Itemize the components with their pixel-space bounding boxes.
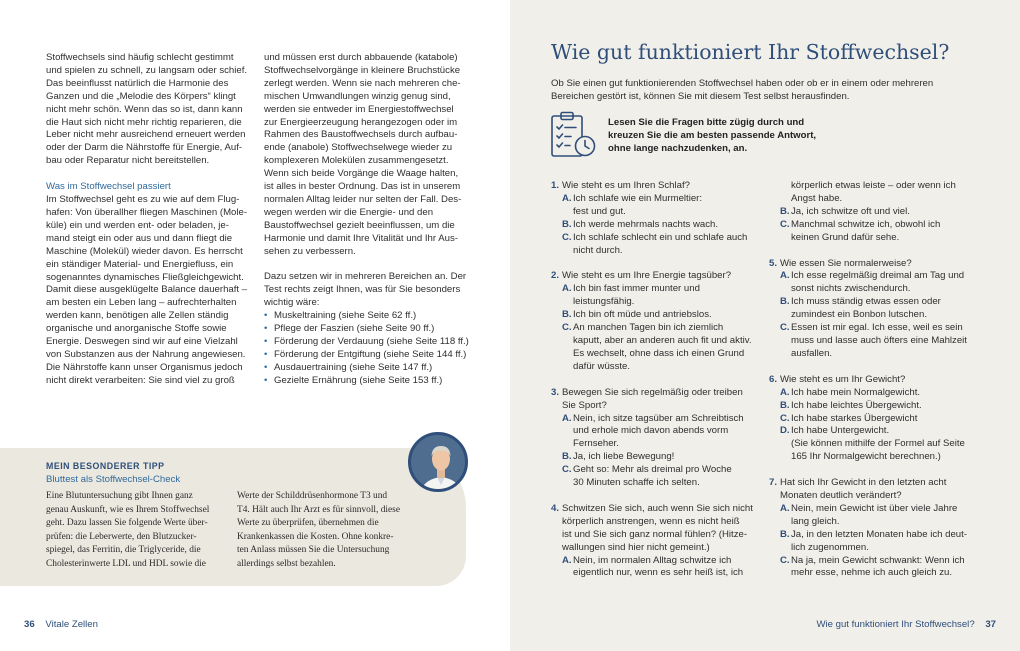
text-line: Ich schlafe wie ein Murmeltier: (573, 192, 703, 204)
running-footer: Wie gut funktioniert Ihr Stoffwechsel? (816, 619, 975, 630)
answer-text (791, 296, 941, 322)
tip-subtitle: Bluttest als Stoffwechsel-Check (46, 474, 181, 485)
text-line: ein ständiger Material- und Energiefluss, ein (46, 258, 234, 270)
question-text (562, 270, 731, 283)
answer-letter: C. (780, 554, 790, 566)
question (551, 387, 761, 413)
text-line: zerlegt werden. Wenn sie nach mehreren che- (264, 77, 461, 89)
bullet-item: • Pflege der Faszien (siehe Seite 90 ff.) (264, 323, 474, 336)
text-line: ende (anabole) Stoffwechselwege wieder zu (264, 142, 453, 154)
bullet-item: • Förderung der Verdauung (siehe Seite 118 ff.) (264, 336, 474, 349)
text-line: Damit diese ausgeklügelte Balance dauerhaft – (46, 284, 248, 296)
question-column-1 (551, 180, 761, 580)
text-line: von Substanzen aus der Nahrung angewiesen. (46, 348, 246, 360)
text-line: Ja, in den letzten Monaten habe ich deut- (791, 528, 968, 540)
text-line: keinen Grund dafür sehe. (791, 231, 900, 243)
text-line: Test rechts zeigt Ihnen, was für Sie besonders (264, 284, 461, 296)
text-line: Ich bin fast immer munter und (573, 283, 700, 295)
question (551, 270, 761, 283)
answer-text (791, 400, 922, 413)
tip-text-column-1 (46, 490, 234, 571)
page-number: 36 (24, 619, 35, 630)
text-line: T4. Hält auch Ihr Arzt es für sinnvoll, diese (237, 504, 400, 515)
bullet-item: • Ausdauertraining (siehe Seite 147 ff.) (264, 362, 474, 375)
answer-text (573, 193, 702, 219)
answer-letter: B. (562, 451, 572, 463)
answer-letter: B. (780, 296, 790, 308)
text-line: Ich schlafe schlecht ein und schlafe auch (573, 231, 748, 243)
answer-option (769, 206, 979, 219)
answer-text (791, 206, 910, 219)
text-line: ten Anlass müssen Sie die Untersuchung (237, 545, 390, 555)
answer-text (791, 322, 967, 361)
text-line: Die Nährstoffe kann unser Organismus jedoch (46, 361, 243, 373)
text-line: Manchmal schwitze ich, obwohl ich (791, 218, 941, 230)
answer-text (573, 219, 718, 232)
text-line: und spielen zu schnell, zu langsam oder schief. (46, 64, 248, 76)
intro-text (551, 77, 981, 103)
text-line: Essen ist mir egal. Ich esse, weil es sein (791, 322, 963, 334)
bullet-item: • Förderung der Entgiftung (siehe Seite 144 ff.) (264, 349, 474, 362)
text-line: mand steigt ein oder aus und dann fliegt die (46, 232, 233, 244)
question (551, 180, 761, 193)
text-line: Ganzen und die „Melodie des Körpers“ klingt (46, 90, 236, 102)
answer-option (551, 555, 761, 581)
answer-option (769, 425, 979, 464)
paragraph (46, 52, 254, 168)
question-number: 4. (551, 502, 560, 514)
text-line: muss und lasse auch öfters eine Mahlzeit (791, 334, 967, 346)
text-line: An manchen Tagen bin ich ziemlich (573, 322, 724, 334)
text-line: Wie steht es um Ihren Schlaf? (562, 180, 690, 191)
text-line: wichtig wäre: (264, 297, 320, 309)
left-text-column-2 (264, 52, 474, 388)
bullet-item: • Muskeltraining (siehe Seite 62 ff.) (264, 310, 474, 323)
text-line: Ob Sie einen gut funktionierenden Stoffwechsel haben oder ob er in einem oder mehreren (551, 78, 934, 89)
question-text (780, 477, 946, 503)
answer-letter: C. (562, 231, 572, 243)
tip-title: MEIN BESONDERER TIPP (46, 461, 165, 471)
tip-text-column-2 (237, 490, 427, 571)
text-line: Werte der Schilddrüsenhormone T3 und (237, 491, 388, 501)
question-text (562, 503, 753, 555)
text-line: Harmonie und damit Ihre Vitalität und Ihr Aus- (264, 232, 458, 244)
text-line: Eine Blutuntersuchung gibt Ihnen ganz (46, 491, 193, 501)
text-line: Werte zu überprüfen, übernehmen die (237, 518, 379, 528)
answer-letter: A. (780, 502, 790, 514)
text-line: Im Stoffwechsel geht es zu wie auf dem Flug- (46, 194, 240, 206)
answer-option (769, 219, 979, 245)
answer-option (769, 296, 979, 322)
text-line: eigentlich nur, wenn es sehr heiß ist, ich (573, 567, 744, 579)
text-line: mehr esse, nehme ich auch gleich zu. (791, 567, 953, 579)
question-text (562, 387, 743, 413)
answer-letter: A. (562, 554, 572, 566)
text-line: Wenn sich beide Vorgänge die Waage halten, (264, 168, 459, 180)
text-line: Fernseher. (573, 438, 619, 450)
text-line: ist und Sie sich ganz normal fühlen? (Hitze- (562, 528, 748, 540)
paragraph (264, 52, 474, 259)
answer-continuation (769, 180, 979, 206)
text-line: Rahmen des Baustoffwechsels durch aufbau- (264, 129, 458, 141)
question (769, 374, 979, 387)
instruction-text (608, 116, 818, 155)
text-line: nicht durch. (573, 244, 623, 256)
text-line: lich zugenommen. (791, 541, 869, 553)
answer-option (551, 413, 761, 452)
text-line: leistungsfähig. (573, 296, 635, 308)
text-line: Schwitzen Sie sich, auch wenn Sie sich nicht (562, 502, 753, 514)
answer-text (573, 309, 712, 322)
answer-option (551, 322, 761, 374)
text-line: allerdings selbst bezahlen. (237, 558, 336, 569)
answer-text (791, 555, 965, 581)
answer-letter: B. (562, 218, 572, 230)
text-line: kaputt, aber an anderen auch fit und aktiv. (573, 334, 752, 346)
clipboard-checklist-clock-icon (549, 110, 599, 160)
question (551, 503, 761, 555)
answer-letter: B. (780, 399, 790, 411)
answer-option (551, 451, 761, 464)
bullet-list (264, 310, 474, 387)
text-line: (Sie können mithilfe der Formel auf Seite (791, 438, 965, 450)
text-line: und müssen erst durch abbauende (katabole) (264, 52, 458, 63)
question-number: 2. (551, 270, 560, 282)
answer-text (791, 503, 957, 529)
answer-letter: A. (780, 386, 790, 398)
text-line: Energie. Deswegen sind wir auf eine Vielzahl (46, 336, 238, 348)
answer-text (573, 413, 744, 452)
left-text-column-1 (46, 52, 254, 388)
bullet-item: • Gezielte Ernährung (siehe Seite 153 ff.) (264, 375, 474, 388)
text-line: Bereichen gestört ist, können Sie mit diesem Test selbst herausfinden. (551, 91, 850, 102)
text-line: Hat sich Ihr Gewicht in den letzten acht (780, 477, 947, 489)
text-line: ausfallen. (791, 347, 833, 359)
answer-option (769, 400, 979, 413)
answer-letter: C. (562, 464, 572, 476)
text-line: wallungen sind hier nicht gemeint.) (562, 541, 710, 553)
question-number: 7. (769, 477, 778, 489)
text-line: Leber nicht mehr ausreichend erneuert werden (46, 129, 246, 141)
answer-letter: A. (562, 412, 572, 424)
answer-option (551, 219, 761, 232)
page-footer-left (24, 619, 98, 630)
answer-letter: C. (562, 322, 572, 334)
text-line: am besten ein Leben lang – aufrechterhalten (46, 297, 237, 309)
question-block (769, 374, 979, 464)
answer-option (551, 232, 761, 258)
text-line: Ja, ich liebe Bewegung! (573, 451, 675, 463)
answer-text (573, 555, 743, 581)
page-number: 37 (985, 619, 996, 630)
answer-letter: B. (780, 205, 790, 217)
text-line: kreuzen Sie die am besten passende Antwort, (608, 130, 817, 141)
text-line: sogenanntes dynamisches Fließgleichgewicht. (46, 271, 244, 283)
question-text (780, 258, 912, 271)
answer-group (769, 206, 979, 245)
answer-letter: C. (780, 412, 790, 424)
answer-letter: D. (780, 425, 790, 437)
text-line: dafür wüsste. (573, 360, 631, 372)
question-number: 5. (769, 257, 778, 269)
answer-text (791, 529, 967, 555)
text-line: körperlich anstrengen, wenn es nicht heiß (562, 515, 740, 527)
answer-option (551, 464, 761, 490)
text-line: Ja, ich schwitze oft und viel. (791, 205, 910, 217)
question-block (769, 477, 979, 580)
text-line: Nein, ich sitze tagsüber am Schreibtisch (573, 412, 744, 424)
text-line: mischen Umwandlungen winzig genug sind, (264, 90, 451, 102)
text-line: 30 Minuten schaffe ich selten. (573, 477, 700, 489)
text-line: Ich habe mein Normalgewicht. (791, 386, 921, 398)
author-avatar (408, 432, 468, 492)
text-line: prüfen: die Leberwerte, den Blutzucker- (46, 531, 197, 542)
answer-text (791, 219, 940, 245)
question-number: 6. (769, 373, 778, 385)
text-line: Stoffwechselvorgänge in kleinere Bruchstücke (264, 64, 461, 76)
text-line: fest und gut. (573, 205, 626, 217)
text-line: Cholesterinwerte LDL und HDL sowie die (46, 558, 206, 569)
text-line: Dazu setzen wir in mehreren Bereichen an. Der (264, 271, 467, 283)
text-line: werden sie entweder im Energiestoffwechsel (264, 103, 454, 115)
text-line: hafen: Von überallher fliegen Maschinen (Mole- (46, 206, 248, 218)
text-line: die Haut sich nicht mehr richtig reparieren, die (46, 116, 242, 128)
text-line: lang gleich. (791, 515, 840, 527)
running-footer: Vitale Zellen (45, 619, 98, 630)
text-line: genau Auskunft, wie es Ihrem Stoffwechsel (46, 504, 210, 515)
text-line: zur Energieerzeugung herangezogen oder im (264, 116, 458, 128)
text-line: oder der Darm die Nährstoffe für Energie, Auf- (46, 142, 243, 154)
question-text (780, 374, 905, 387)
text-line: Krankenkassen die Kosten. Ohne konkre- (237, 531, 394, 542)
answer-text (573, 322, 752, 374)
text-line: bau oder Reparatur nicht bereitstellen. (46, 155, 210, 167)
answer-text (791, 270, 964, 296)
answer-option (769, 322, 979, 361)
text-line: Sie Sport? (562, 399, 607, 411)
answer-text (791, 413, 917, 426)
text-line: Das beeinflusst natürlich die Harmonie des (46, 77, 229, 89)
text-line: nicht mehr schön. Wenn das so ist, dann kann (46, 103, 243, 115)
text-line: Nein, im normalen Alltag schwitze ich (573, 554, 732, 566)
question (769, 477, 979, 503)
question (769, 258, 979, 271)
text-line: nicht direkt verarbeiten: Sie sind viel zu groß (46, 374, 235, 386)
text-line: ohne lange nachzudenken, an. (608, 143, 748, 154)
text-line: wegen werden wir die Energie- und den (264, 206, 434, 218)
paragraph (264, 271, 474, 310)
paragraph (46, 194, 254, 388)
page-footer-right (816, 619, 996, 630)
text-line: Bewegen Sie sich regelmäßig oder treiben (562, 386, 743, 398)
text-line: Ich esse regelmäßig dreimal am Tag und (791, 270, 965, 282)
question-text (562, 180, 690, 193)
answer-text (573, 451, 674, 464)
question-block (551, 387, 761, 490)
question-block (551, 180, 761, 257)
text-line: sehen zu verbessern. (264, 245, 356, 257)
text-line: und erhole mich davon abends vorm (573, 425, 729, 437)
question-block (551, 270, 761, 373)
answer-letter: C. (780, 218, 790, 230)
answer-text (573, 464, 732, 490)
text-line: organische und anorganische Stoffe sowie (46, 323, 227, 335)
answer-option (551, 193, 761, 219)
text-line: spiegel, das Ferritin, die Triglyceride, die (46, 545, 201, 555)
text-line: Lesen Sie die Fragen bitte zügig durch und (608, 117, 805, 128)
text-line: körperlich etwas leiste – oder wenn ich (791, 180, 956, 191)
answer-option (769, 270, 979, 296)
question-number: 1. (551, 180, 560, 191)
question-number: 3. (551, 386, 560, 398)
text-line: Es wechselt, ohne dass ich einen Grund (573, 347, 745, 359)
question-column-2 (769, 180, 979, 580)
text-line: Stoffwechsels sind häufig schlecht gestimmt (46, 52, 234, 63)
text-line: Wie essen Sie normalerweise? (780, 257, 912, 269)
text-line: Geht so: Mehr als dreimal pro Woche (573, 464, 732, 476)
answer-letter: B. (562, 309, 572, 321)
text-line: Ich werde mehrmals nachts wach. (573, 218, 719, 230)
text-line: Maschine (Molekül) wieder davon. Es herrscht (46, 245, 243, 257)
answer-letter: A. (562, 283, 572, 295)
text-line: komplexeren Molekülen zusammengesetzt. (264, 155, 449, 167)
answer-option (769, 413, 979, 426)
section-subheading: Was im Stoffwechsel passiert (46, 181, 171, 193)
text-line: ist alles in bester Ordnung. Das ist in unserem (264, 181, 461, 193)
text-line: geht. Dazu lassen Sie folgende Werte über- (46, 518, 208, 528)
answer-letter: B. (780, 528, 790, 540)
answer-option (769, 555, 979, 581)
answer-text (791, 425, 965, 464)
answer-option (551, 309, 761, 322)
answer-option (551, 283, 761, 309)
answer-text (573, 232, 747, 258)
text-line: sonst nichts zwischendurch. (791, 283, 911, 295)
answer-text (573, 283, 700, 309)
text-line: Monaten deutlich verändert? (780, 490, 902, 502)
text-line: Ich habe starkes Übergewicht (791, 412, 918, 424)
text-line: werden kann, benötigen alle Zellen ständig (46, 310, 229, 322)
question-block (551, 503, 761, 580)
question-block (769, 258, 979, 361)
text-line: Wie steht es um Ihr Gewicht? (780, 373, 906, 385)
text-line: Wie steht es um Ihre Energie tagsüber? (562, 270, 732, 282)
text-line: normalen Alltag leider nur selten der Fall. Des- (264, 193, 462, 205)
text-line: Nein, mein Gewicht ist über viele Jahre (791, 502, 958, 514)
text-line: Angst habe. (791, 192, 843, 204)
text-line: küle) ein und werden ent- oder beladen, je- (46, 219, 229, 231)
text-line: Baustoffwechsel gezielt beeinflussen, um die (264, 219, 455, 231)
answer-option (769, 387, 979, 400)
text-line: Ich habe Untergewicht. (791, 425, 890, 437)
text-line: zumindest ein Bonbon lutschen. (791, 309, 927, 321)
text-line: 165 Ihr Normalgewicht berechnen.) (791, 451, 941, 463)
text-line: Ich muss ständig etwas essen oder (791, 296, 941, 308)
answer-letter: A. (562, 192, 572, 204)
page-title: Wie gut funktioniert Ihr Stoffwechsel? (551, 40, 950, 64)
answer-option (769, 529, 979, 555)
answer-letter: A. (780, 270, 790, 282)
answer-text (791, 387, 920, 400)
answer-option (769, 503, 979, 529)
text-line: Ich bin oft müde und antriebslos. (573, 309, 712, 321)
answer-letter: C. (780, 322, 790, 334)
text-line: Na ja, mein Gewicht schwankt: Wenn ich (791, 554, 965, 566)
text-line: Ich habe leichtes Übergewicht. (791, 399, 922, 411)
